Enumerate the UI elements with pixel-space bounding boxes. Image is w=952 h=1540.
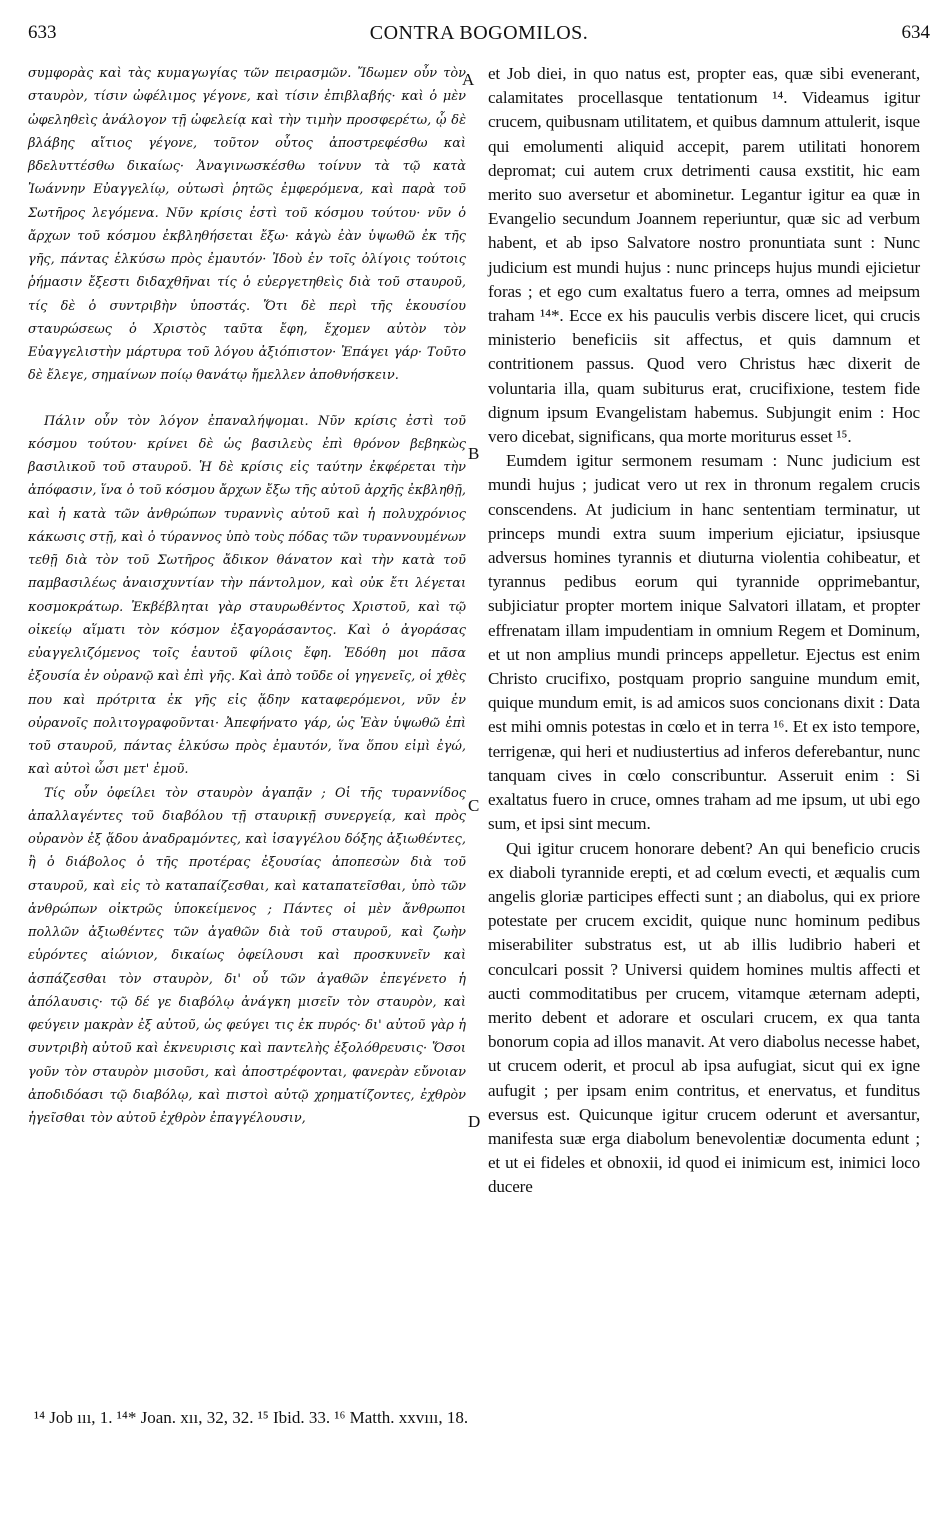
section-marker-b: B [468,444,480,463]
running-title: CONTRA BOGOMILOS. [369,22,589,44]
page-header [28,22,930,56]
greek-paragraph-2: Πάλιν οὖν τὸν λόγον ἐπαναλήψομαι. Νῦν κρίσις ἐστὶ τοῦ κόσμου τούτου· κρίνει δὲ ὡς βασιλεὺς ἐπὶ θρόνον βεβηκὼς βασιλικοῦ τοῦ σταυροῦ. Ἡ δὲ κρίσις εἰς ταύτην ἐκφέρεται τὴν ἀπόφασιν, ἵνα ὁ τοῦ κόσμου ἄρχων ἔξω τῆς αὐτοῦ ἀρχῆς ἐκβληθῇ, καὶ ἡ κατὰ τῶν ἀνθρώπων τυραννὶς αὐτοῦ καὶ ἡ πολυχρόνιος κάκωσις στῇ, καὶ ὁ τύραννος ὑπὸ τοὺς πόδας τῶν τυραννουμένων τεθῇ διὰ τὸν τοῦ Σωτῆρος ἄδικον θάνατον καὶ τὴν κατὰ τοῦ παμβασιλέως ἀναισχυντίαν τὴν πάντολμον, καὶ οὐκ ἔτι λέγεται κοσμοκράτωρ. Ἐκβέβληται γὰρ σταυρωθέντος Χριστοῦ, καὶ τῷ οἰκείῳ αἵματι τὸν κόσμον ἐξαγοράσαντος. Καὶ ὁ ἀγοράσας εὐαγγελιζόμενος τοῖς ἑαυτοῦ φίλοις ἔφη. Ἐδόθη μοι πᾶσα ἐξουσία ἐν οὐρανῷ καὶ ἐπὶ γῆς. Καὶ ἀπὸ τοῦδε οἱ γηγενεῖς, οἱ χθὲς που καὶ πρότριτα ἐκ γῆς εἰς ᾅδην καταφερόμενοι, νῦν ἐν οὐρανοῖς πολιτογραφοῦνται· Ἀπεφήνατο γάρ, ὡς Ἐὰν ὑψωθῶ ἐπὶ τοῦ σταυροῦ, πάντας ἑλκύσω πρὸς ἐμαυτόν, ἵνα ὅπου εἰμὶ ἐγώ, καὶ αὐτοὶ ὦσι μετ' ἐμοῦ. [28,413,466,778]
section-marker-d: D [468,1112,481,1131]
section-marker-c: C [468,796,480,815]
page-number-left: 633 [28,22,57,43]
greek-column [28,62,466,1130]
footnotes: ¹⁴ Job ııı, 1. ¹⁴* Joan. xıı, 32, 32. ¹⁵ Ibid. 33. ¹⁶ Matth. xxvııı, 18. [34,1408,469,1427]
latin-paragraph-3: Qui igitur crucem honorare debent? An qui beneficio crucis ex diaboli tyrannide erepti, et ad cœlum evecti, et æqualis cum angelis gloriæ participes effecti sunt ; an diabolus, qui ex priore potestate per crucem excidit, quique nunc hominum pedibus miserabiliter substratus est, ut ab illis ludibrio haberi et conculcari possit ? Universi quidem homines multis affecti et aucti commoditatibus per crucem, vitamque æternam adepti, merito debent et adorare et osculari crucem, ex qua tanta bonorum copia ad illos manavit. At vero diabolus necesse habet, ut crucem oderit, et procul ab ipsa aufugiat, sicut qui ex igne aufugit ; per ipsam enim contritus, et enervatus, et funditus eversus est. Quicunque igitur crucem oderunt et aversantur, manifesta suæ erga diabolum benevolentiæ documenta edunt ; et ut ei fideles et obnoxii, id quod ei inimicum est, inimici loco ducere [488,838,920,1197]
page-number-right: 634 [901,22,930,43]
latin-paragraph-1: et Job diei, in quo natus est, propter eas, quæ sibi evenerant, calamitates procellasque tentationum ¹⁴. Videamus igitur crucem, quibusnam utilitatem, et quibus damnum attulerit, isque qui emolumenti aliquid accepit, parem utilitati honorem depromat; cui autem crux detrimenti causa exstitit, hic eam merito suo aversetur et abominetur. Legantur igitur ea quæ in Evangelio secundum Joannem reperiuntur, quæ sic ad verbum habent, et ab ipso Salvatore nostro pronuntiata sunt : Nunc judicium est mundi hujus : nunc princeps hujus mundi ejicietur foras ; et ego cum exaltatus fuero a terra, omnes ad meipsum traham ¹⁴*. Ecce ex his pauculis verbis discere licet, qui crucis ministerio beneficiis sit affectus, et quis damnum et contritionem passus. Quod vero Christus hæc dixerit de voluntaria illa, quam subiturus erat, crucifixione, testem fide dignum ipsum Evangelistam habemus. Subjungit enim : Hoc vero dicebat, significans, qua morte moriturus esset ¹⁵. [488,64,920,447]
section-marker-a: A [462,70,475,89]
latin-column [488,62,920,1200]
greek-paragraph-3: Τίς οὖν ὀφείλει τὸν σταυρὸν ἀγαπᾷν ; Οἱ τῆς τυραννίδος ἀπαλλαγέντες τοῦ διαβόλου τῇ σταυρικῇ συνεργείᾳ, καὶ πρὸς οὐρανὸν ἐξ ᾅδου ἀναδραμόντες, καὶ ἰσαγγέλου δόξης ἀξιωθέντες, ἢ ὁ διάβολος ὁ τῆς προτέρας ἐξουσίας ἀποπεσὼν διὰ τοῦ σταυροῦ, καὶ εἰς τὸ καταπαίζεσθαι, καὶ καταπατεῖσθαι, ὑπὸ τῶν ἀνθρώπων οἰκτρῶς ὑποκείμενος ; Πάντες οἱ μὲν ἄνθρωποι πολλῶν ἀξιωθέντες τῶν ἀγαθῶν διὰ τοῦ σταυροῦ, καὶ ζωὴν εὑρόντες αἰώνιον, δικαίως ὀφείλουσι καὶ προσκυνεῖν καὶ ἀσπάζεσθαι τὸν σταυρὸν, δι' οὗ τῶν ἀγαθῶν ἐπεγένετο ἡ ἀπόλαυσις· τῷ δέ γε διαβόλῳ ἀνάγκη μισεῖν τὸν σταυρὸν, καὶ φεύγειν μακρὰν ἐξ αὐτοῦ, ὡς φεύγει τις ἐκ πυρός· δι' αὐτοῦ γὰρ ἡ συντριβὴ αὐτοῦ καὶ ἐκνευρισις καὶ παντελὴς ἐξολόθρευσις· Ὅσοι γοῦν τὸν σταυρὸν μισοῦσι, καὶ ἀποστρέφονται, φανερὰν εὔνοιαν ἀποδιδόασι τῷ διαβόλῳ, καὶ πιστοὶ αὐτῷ χρηματίζοντες, ἐχθρὸν ἡγεῖσθαι τὸν αὐτοῦ ἐχθρὸν ἐπαγγέλουσιν, [28,785,466,1126]
greek-paragraph-1: συμφορὰς καὶ τὰς κυμαγωγίας τῶν πειρασμῶν. Ἴδωμεν οὖν τὸν σταυρὸν, τίσιν ὠφέλιμος γέγονε, καὶ τίσιν ἐπιβλαβής· καὶ ὁ μὲν ὠφεληθεὶς ἀνάλογον τῇ ὠφελείᾳ καὶ τὴν τιμὴν προσφερέτω, ᾧ δὲ βλάβης αἴτιος γέγονε, τοῦτον οὗτος ἀποστρεφέσθω καὶ βδελυττέσθω δικαίως· Ἀναγινωσκέσθω τοίνυν τὰ τῷ κατὰ Ἰωάννην Εὐαγγελίῳ, οὑτωσὶ ῥητῶς ἐμφερόμενα, καὶ παρὰ τοῦ Σωτῆρος λεγόμενα. Νῦν κρίσις ἐστὶ τοῦ κόσμου τούτου· νῦν ὁ ἄρχων τοῦ κόσμου ἐκβληθήσεται ἔξω· κἀγὼ ἐὰν ὑψωθῶ ἐκ τῆς γῆς, πάντας ἑλκύσω πρὸς ἐμαυτόν· Ἰδοὺ ἐν τοῖς ὀλίγοις τούτοις ῥήμασιν ἔξεστι διδαχθῆναι τίς ὁ εὐεργετηθεὶς διὰ τοῦ σταυροῦ, τίς δὲ ὁ συντριβὴν ὑποστάς. Ὅτι δὲ περὶ τῆς ἑκουσίου σταυρώσεως ὁ Χριστὸς ταῦτα ἔφη, ἔχομεν αὐτὸν τὸν Εὐαγγελιστὴν μάρτυρα τοῦ λόγου ἀξιόπιστον· Ἐπάγει γάρ· Τοῦτο δὲ ἔλεγε, σημαίνων ποίῳ θανάτῳ ἤμελλεν ἀποθνήσκειν. [28,66,466,384]
latin-paragraph-2: Eumdem igitur sermonem resumam : Nunc judicium est mundi hujus ; judicat vero ut rex in thronum regalem crucis conscendens. At judicium in hanc sententiam terminatur, ut princeps mundi extra suum imperium ejiciatur, ipsiusque adversus homines tyrannis et diuturna violentia cohibeatur, et tyrannus pedibus eorum qui tyrannide opprimebantur, subjiciatur propter mortem inique Salvatori illatam, et propter effrenatam illam impudentiam in omnium Regem et Dominum, et ut non amplius mundi princeps appelletur. Ejectus est enim Christo crucifixo, postquam proprio sanguine mundum emit, quique mundum emit, is ad amicos suos concionans dixit : Data est mihi omnis potestas in cœlo et in terra ¹⁶. Et ex isto tempore, terrigenæ, qui heri et nudiustertius ad inferos deferebantur, nunc tanquam cives in cœlo conscribuntur. Asseruit enim : Si exaltatus fuero in cruce, omnes traham ad me ipsum, ut ubi ego sum, et ipsi sint mecum. [488,451,920,834]
